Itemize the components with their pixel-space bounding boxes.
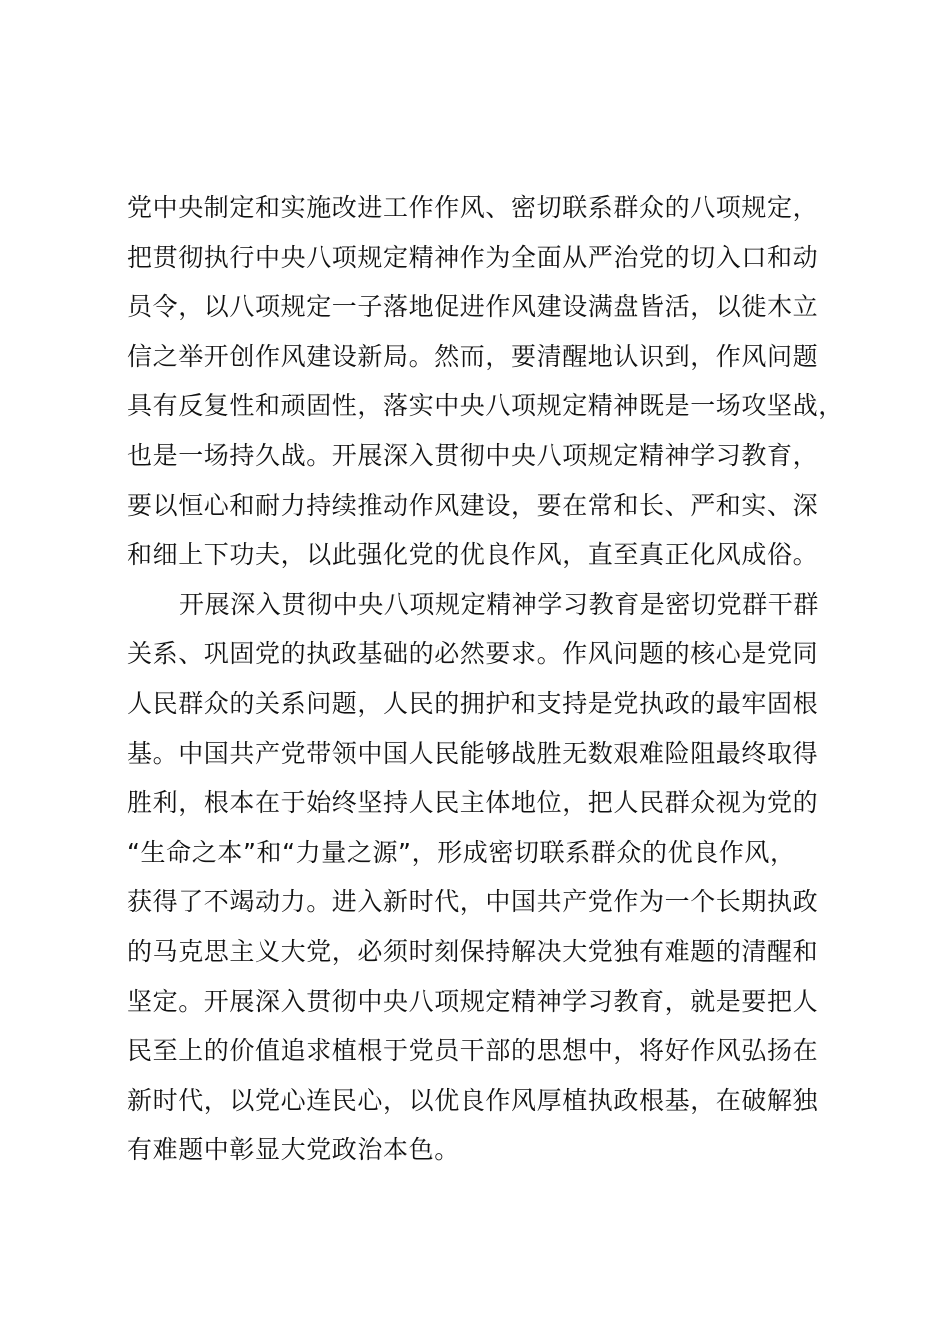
paragraph-2 — [127, 580, 833, 1175]
text-line: 基。中国共产党带领中国人民能够战胜无数艰难险阻最终取得 — [127, 738, 819, 768]
text-line: 也是一场持久战。开展深入贯彻中央八项规定精神学习教育， — [127, 440, 819, 470]
text-line: 党中央制定和实施改进工作作风、密切联系群众的八项规定， — [127, 193, 819, 222]
text-line: 坚定。开展深入贯彻中央八项规定精神学习教育，就是要把人 — [127, 986, 819, 1016]
text-line: 获得了不竭动力。进入新时代，中国共产党作为一个长期执政 — [127, 887, 819, 917]
text-line: 要以恒心和耐力持续推动作风建设，要在常和长、严和实、深 — [127, 490, 819, 520]
paragraph-1 — [127, 183, 844, 580]
text-line: “生命之本”和“力量之源”，形成密切联系群众的优良作风， — [127, 837, 796, 867]
text-line: 胜利，根本在于始终坚持人民主体地位，把人民群众视为党的 — [127, 788, 819, 818]
document-body — [127, 183, 844, 1175]
text-line: 有难题中彰显大党政治本色。 — [127, 1135, 460, 1165]
text-line: 和细上下功夫，以此强化党的优良作风，直至真正化风成俗。 — [127, 540, 819, 570]
text-line: 关系、巩固党的执政基础的必然要求。作风问题的核心是党同 — [127, 639, 819, 669]
text-line: 人民群众的关系问题，人民的拥护和支持是党执政的最牢固根 — [127, 688, 819, 718]
text-line: 信之举开创作风建设新局。然而，要清醒地认识到，作风问题 — [127, 341, 819, 371]
text-line: 具有反复性和顽固性，落实中央八项规定精神既是一场攻坚战， — [127, 391, 844, 421]
text-line: 把贯彻执行中央八项规定精神作为全面从严治党的切入口和动 — [127, 242, 819, 272]
text-line: 民至上的价值追求植根于党员干部的思想中，将好作风弘扬在 — [127, 1036, 819, 1066]
text-line: 的马克思主义大党，必须时刻保持解决大党独有难题的清醒和 — [127, 936, 819, 966]
text-line: 员令，以八项规定一子落地促进作风建设满盘皆活，以徙木立 — [127, 292, 819, 322]
text-line: 开展深入贯彻中央八项规定精神学习教育是密切党群干群 — [179, 589, 820, 619]
text-line: 新时代，以党心连民心，以优良作风厚植执政根基，在破解独 — [127, 1085, 819, 1115]
